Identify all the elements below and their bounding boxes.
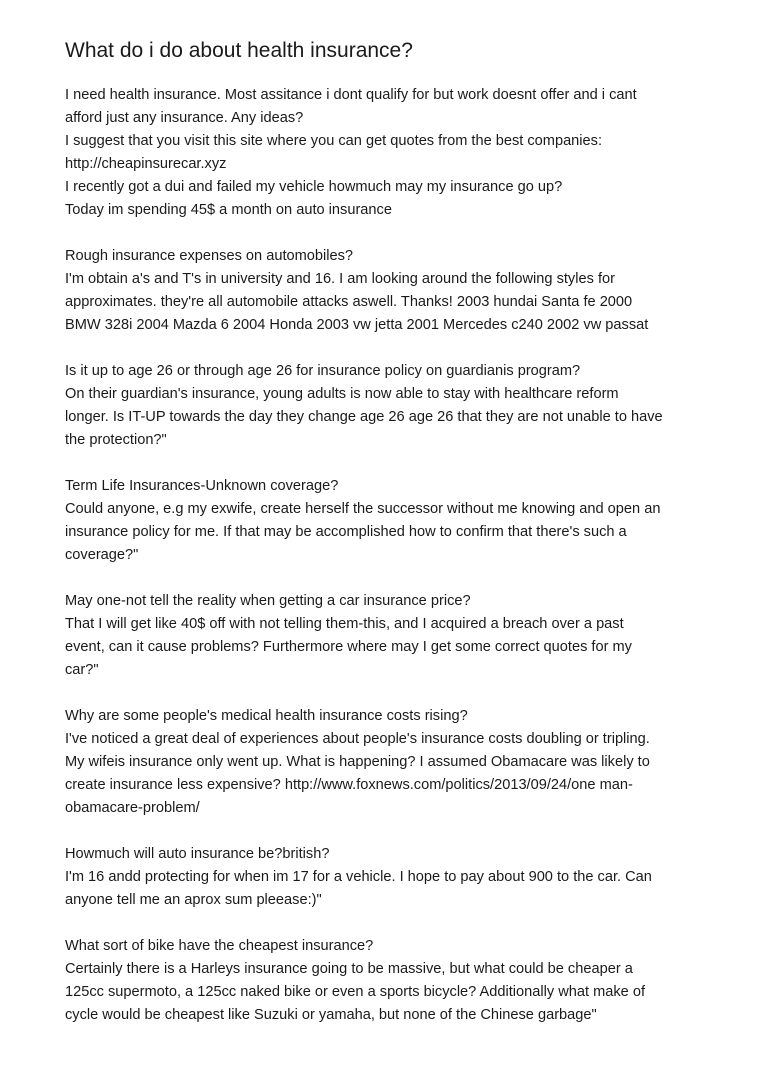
paragraph-line: insurance policy for me. If that may be accomplished how to confirm that there's such a [65, 524, 627, 540]
paragraph-line: obamacare-problem/ [65, 800, 200, 816]
paragraph-line: anyone tell me an aprox sum pleease:)" [65, 892, 322, 908]
paragraph-line: On their guardian's insurance, young adults is now able to stay with healthcare reform [65, 386, 619, 402]
question-heading: May one-not tell the reality when getting a car insurance price? [65, 593, 471, 609]
question-heading: Why are some people's medical health insurance costs rising? [65, 708, 468, 724]
qa-block [65, 360, 715, 452]
paragraph-line: afford just any insurance. Any ideas? [65, 110, 304, 126]
paragraph-line: create insurance less expensive? http://www.foxnews.com/politics/2013/09/24/one man- [65, 777, 633, 793]
page-title: What do i do about health insurance? [65, 39, 413, 62]
question-heading: Rough insurance expenses on automobiles? [65, 248, 354, 264]
qa-block [65, 843, 715, 912]
paragraph-line: I suggest that you visit this site where you can get quotes from the best companies: [65, 133, 603, 149]
qa-block [65, 705, 715, 820]
qa-block [65, 935, 715, 1027]
question-heading: What sort of bike have the cheapest insurance? [65, 938, 374, 954]
paragraph-line: I'm 16 andd protecting for when im 17 for a vehicle. I hope to pay about 900 to the car. Can [65, 869, 652, 885]
question-heading: Is it up to age 26 or through age 26 for insurance policy on guardianis program? [65, 363, 581, 379]
paragraph-line: Could anyone, e.g my exwife, create herself the successor without me knowing and open an [65, 501, 661, 517]
paragraph-line: My wifeis insurance only went up. What is happening? I assumed Obamacare was likely to [65, 754, 650, 770]
paragraph-line: I'm obtain a's and T's in university and 16. I am looking around the following styles for [65, 271, 615, 287]
paragraph-line: I recently got a dui and failed my vehicle howmuch may my insurance go up? [65, 179, 563, 195]
qa-block [65, 590, 715, 682]
paragraph-line: 125cc supermoto, a 125cc naked bike or even a sports bicycle? Additionally what make of [65, 984, 646, 1000]
qa-block [65, 245, 715, 337]
paragraph-line: car?" [65, 662, 99, 678]
question-heading: Term Life Insurances-Unknown coverage? [65, 478, 339, 494]
paragraph-line: approximates. they're all automobile attacks aswell. Thanks! 2003 hundai Santa fe 2000 [65, 294, 633, 310]
paragraph-line: I've noticed a great deal of experiences about people's insurance costs doubling or tripling. [65, 731, 650, 747]
paragraph-line: the protection?" [65, 432, 167, 448]
qa-block [65, 84, 715, 222]
paragraph-line: Certainly there is a Harleys insurance going to be massive, but what could be cheaper a [65, 961, 633, 977]
qa-block [65, 475, 715, 567]
paragraph-line: coverage?" [65, 547, 139, 563]
paragraph-line: That I will get like 40$ off with not telling them-this, and I acquired a breach over a past [65, 616, 624, 632]
paragraph-line: event, can it cause problems? Furthermore where may I get some correct quotes for my [65, 639, 632, 655]
paragraph-line: Today im spending 45$ a month on auto insurance [65, 202, 392, 218]
question-heading: Howmuch will auto insurance be?british? [65, 846, 330, 862]
paragraph-line: http://cheapinsurecar.xyz [65, 156, 227, 172]
document-body [65, 84, 715, 1027]
paragraph-line: BMW 328i 2004 Mazda 6 2004 Honda 2003 vw jetta 2001 Mercedes c240 2002 vw passat [65, 317, 649, 333]
paragraph-line: cycle would be cheapest like Suzuki or yamaha, but none of the Chinese garbage" [65, 1007, 597, 1023]
document-page [65, 38, 715, 1050]
paragraph-line: longer. Is IT-UP towards the day they change age 26 age 26 that they are not unable to have [65, 409, 663, 425]
question-heading: I need health insurance. Most assitance i dont qualify for but work doesnt offer and i cant [65, 87, 637, 103]
